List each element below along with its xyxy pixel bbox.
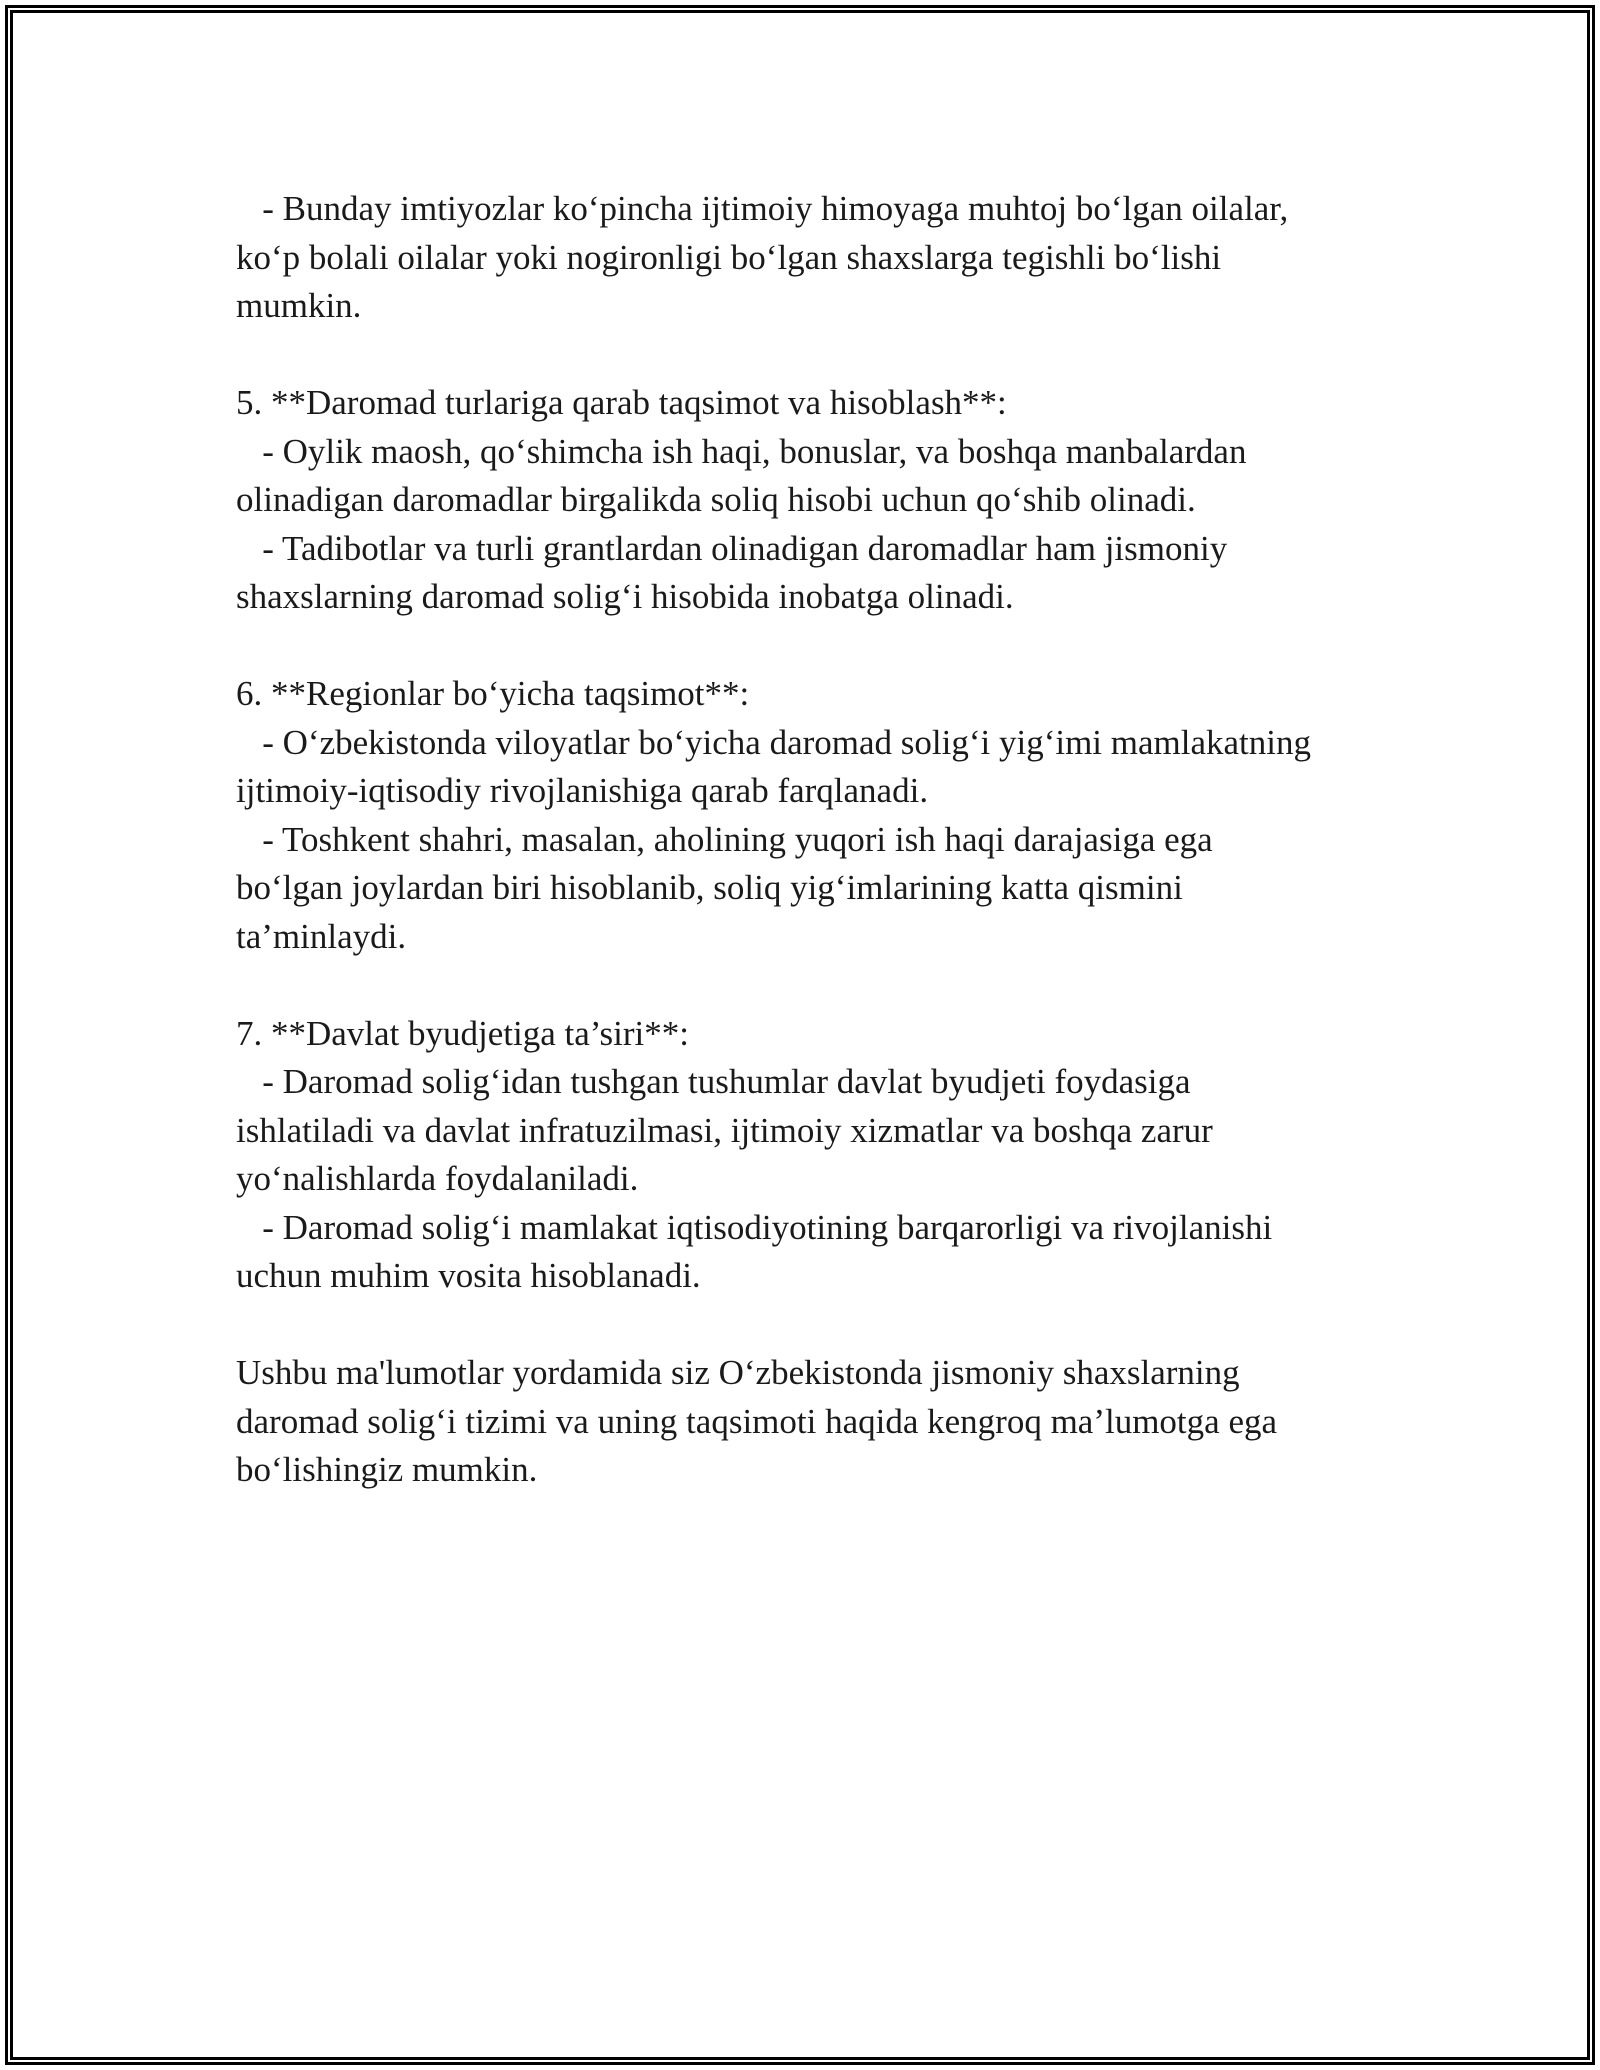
paragraph-benefits-continued <box>236 185 1376 331</box>
text-line: ko‘p bolali oilalar yoki nogironligi bo‘lgan shaxslarga tegishli bo‘lishi <box>236 237 1222 277</box>
paragraph-gap <box>236 331 1376 380</box>
section-heading: 7. **Davlat byudjetiga ta’siri**: <box>236 1013 689 1053</box>
text-line: - Daromad solig‘i mamlakat iqtisodiyotining barqarorligi va rivojlanishi <box>236 1207 1273 1247</box>
text-line: mumkin. <box>236 286 362 325</box>
text-line: - Toshkent shahri, masalan, aholining yuqori ish haqi darajasiga ega <box>236 819 1213 859</box>
text-line: ta’minlaydi. <box>236 916 407 956</box>
text-line: - Oylik maosh, qo‘shimcha ish haqi, bonuslar, va boshqa manbalardan <box>236 431 1247 471</box>
section-7-budget-impact <box>236 1010 1376 1301</box>
text-line: ijtimoiy-iqtisodiy rivojlanishiga qarab farqlanadi. <box>236 771 929 810</box>
text-line: ishlatiladi va davlat infratuzilmasi, ijtimoiy xizmatlar va boshqa zarur <box>236 1110 1213 1150</box>
document-body <box>236 185 1376 1495</box>
text-line: bo‘lishingiz mumkin. <box>236 1450 538 1489</box>
text-line: - Daromad solig‘idan tushgan tushumlar davlat byudjeti foydasiga <box>236 1062 1191 1101</box>
text-line: bo‘lgan joylardan biri hisoblanib, soliq yig‘imlarining katta qismini <box>236 868 1183 907</box>
text-line: - O‘zbekistonda viloyatlar bo‘yicha daromad solig‘i yig‘imi mamlakatning <box>236 722 1312 762</box>
section-heading: 5. **Daromad turlariga qarab taqsimot va hisoblash**: <box>236 383 1007 422</box>
text-line: olinadigan daromadlar birgalikda soliq hisobi uchun qo‘shib olinadi. <box>236 480 1196 519</box>
paragraph-gap <box>236 1301 1376 1350</box>
text-line: yo‘nalishlarda foydalaniladi. <box>236 1159 639 1198</box>
section-5-income-types <box>236 379 1376 622</box>
text-line: shaxslarning daromad solig‘i hisobida inobatga olinadi. <box>236 577 1014 616</box>
paragraph-conclusion <box>236 1349 1376 1495</box>
text-line: Ushbu ma'lumotlar yordamida siz O‘zbekistonda jismoniy shaxslarning <box>236 1353 1240 1392</box>
paragraph-gap <box>236 961 1376 1010</box>
text-line: daromad solig‘i tizimi va uning taqsimoti haqida kengroq ma’lumotga ega <box>236 1401 1278 1441</box>
section-6-regions <box>236 670 1376 961</box>
section-heading: 6. **Regionlar bo‘yicha taqsimot**: <box>236 674 750 713</box>
text-line: uchun muhim vosita hisoblanadi. <box>236 1256 701 1295</box>
text-line: - Bunday imtiyozlar ko‘pincha ijtimoiy himoyaga muhtoj bo‘lgan oilalar, <box>236 189 1289 228</box>
text-line: - Tadibotlar va turli grantlardan olinadigan daromadlar ham jismoniy <box>236 528 1228 568</box>
paragraph-gap <box>236 622 1376 671</box>
